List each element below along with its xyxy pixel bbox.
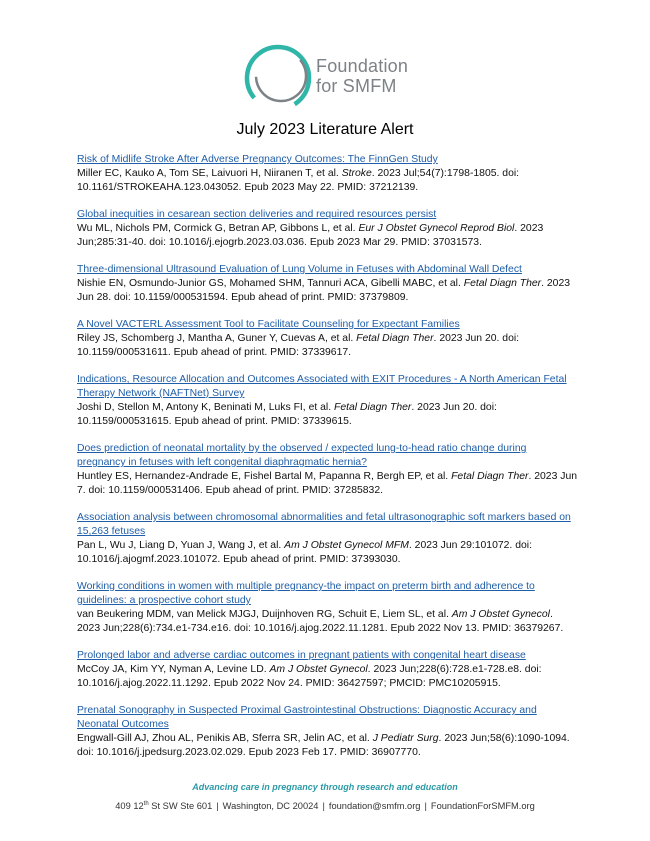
article-entry	[77, 704, 577, 760]
article-details: . 2023 Jun;285:31-40. doi: 10.1016/j.ejogrb.2023.03.036. Epub 2023 Mar 29. PMID: 37031573.	[77, 223, 544, 248]
article-details: . 2023 Jun 28. doi: 10.1159/000531594. Epub ahead of print. PMID: 37379809.	[77, 278, 570, 303]
logo-text	[316, 56, 408, 96]
article-entry	[77, 649, 577, 691]
logo-line-2: for SMFM	[316, 76, 397, 96]
article-entry	[77, 208, 577, 250]
article-journal: Fetal Diagn Ther	[334, 402, 412, 413]
article-authors: Joshi D, Stellon M, Antony K, Beninati M, Luks FI, et al.	[77, 402, 332, 413]
article-title-link[interactable]: Does prediction of neonatal mortality by the observed / expected lung-to-head ratio change during pregnancy in fetuses with left congenital diaphragmatic hernia?	[77, 443, 527, 468]
article-entry	[77, 580, 577, 636]
article-journal: Eur J Obstet Gynecol Reprod Biol	[358, 223, 515, 234]
logo-line-1: Foundation	[316, 56, 409, 76]
article-title-link[interactable]: Association analysis between chromosomal abnormalities and fetal ultrasonographic soft markers based on 15,263 fetuses	[77, 512, 571, 537]
article-citation	[77, 470, 577, 498]
article-title-link[interactable]: Global inequities in cesarean section deliveries and required resources persist	[77, 209, 437, 220]
footer-address	[0, 797, 650, 813]
article-authors: van Beukering MDM, van Melick MJGJ, Duijnhoven RG, Schuit E, Liem SL, et al.	[77, 609, 449, 620]
foundation-logo-icon	[243, 43, 313, 113]
article-authors: Miller EC, Kauko A, Tom SE, Laivuori H, Niiranen T, et al.	[77, 168, 339, 179]
article-authors: Nishie EN, Osmundo-Junior GS, Mohamed SHM, Tannuri ACA, Gibelli MABC, et al.	[77, 278, 461, 289]
street-suffix: th	[143, 801, 149, 807]
article-details: . 2023 Jun;228(6):734.e1-734.e16. doi: 10.1016/j.ajog.2022.11.1281. Epub 2022 Nov 13. PMID: 36379267.	[77, 609, 564, 634]
article-journal: Fetal Diagn Ther	[451, 471, 529, 482]
article-details: . 2023 Jul;54(7):1798-1805. doi: 10.1161/STROKEAHA.123.043052. Epub 2023 May 22. PMID: 37212139.	[77, 168, 520, 193]
article-authors: Huntley ES, Hernandez-Andrade E, Fishel Bartal M, Papanna R, Bergh EP, et al.	[77, 471, 449, 482]
article-journal: Am J Obstet Gynecol MFM	[284, 540, 409, 551]
article-citation	[77, 539, 577, 567]
article-citation	[77, 222, 577, 250]
separator: |	[424, 801, 427, 812]
article-title-link[interactable]: Indications, Resource Allocation and Outcomes Associated with EXIT Procedures - A North American Fetal Therapy Network (NAFTNet) Survey	[77, 374, 567, 399]
article-journal: Am J Obstet Gynecol	[451, 609, 550, 620]
article-entry	[77, 442, 577, 498]
article-title-link[interactable]: Risk of Midlife Stroke After Adverse Pregnancy Outcomes: The FinnGen Study	[77, 154, 438, 165]
page-title: July 2023 Literature Alert	[236, 121, 414, 138]
email-link[interactable]: foundation@smfm.org	[328, 801, 421, 812]
article-details: . 2023 Jun 20. doi: 10.1159/000531615. Epub ahead of print. PMID: 37339615.	[77, 402, 497, 427]
article-entry	[77, 373, 577, 429]
article-citation	[77, 732, 577, 760]
article-entry	[77, 153, 577, 195]
article-journal: Fetal Diagn Ther	[356, 333, 434, 344]
article-list	[77, 153, 577, 773]
article-title-link[interactable]: Prenatal Sonography in Suspected Proximal Gastrointestinal Obstructions: Diagnostic Accuracy and Neonatal Outcomes	[77, 705, 537, 730]
article-journal: Stroke	[341, 168, 372, 179]
footer-tagline: Advancing care in pregnancy through research and education	[192, 782, 458, 792]
article-authors: Engwall-Gill AJ, Zhou AL, Penikis AB, Sferra SR, Jelin AC, et al.	[77, 733, 370, 744]
article-title-link[interactable]: Working conditions in women with multiple pregnancy-the impact on preterm birth and adherence to guidelines: a prospective cohort study	[77, 581, 535, 606]
article-citation	[77, 332, 577, 360]
article-authors: Wu ML, Nichols PM, Cormick G, Betran AP, Gibbons L, et al.	[77, 223, 356, 234]
article-authors: McCoy JA, Kim YY, Nyman A, Levine LD.	[77, 664, 267, 675]
separator: |	[322, 801, 325, 812]
footer	[0, 781, 650, 813]
article-journal: Fetal Diagn Ther	[463, 278, 542, 289]
website-link[interactable]: FoundationForSMFM.org	[430, 801, 535, 812]
article-details: . 2023 Jun;58(6):1090-1094. doi: 10.1016/j.jpedsurg.2023.02.029. Epub 2023 Feb 17. PMID: 36907770.	[77, 733, 570, 758]
article-citation	[77, 277, 577, 305]
article-authors: Riley JS, Schomberg J, Mantha A, Guner Y, Cuevas A, et al.	[77, 333, 354, 344]
street-name: St SW Ste 601	[148, 801, 213, 812]
separator: |	[216, 801, 219, 812]
article-entry	[77, 263, 577, 305]
article-details: . 2023 Jun 7. doi: 10.1159/000531406. Epub ahead of print. PMID: 37285832.	[77, 471, 577, 496]
article-details: . 2023 Jun 29:101072. doi: 10.1016/j.ajogmf.2023.101072. Epub ahead of print. PMID: 37393030.	[77, 540, 532, 565]
article-title-link[interactable]: A Novel VACTERL Assessment Tool to Facilitate Counseling for Expectant Families	[77, 319, 460, 330]
article-entry	[77, 318, 577, 360]
article-journal: Am J Obstet Gynecol	[269, 664, 368, 675]
article-entry	[77, 511, 577, 567]
article-details: . 2023 Jun 20. doi: 10.1159/000531611. Epub ahead of print. PMID: 37339617.	[77, 333, 520, 358]
city: Washington, DC 20024	[222, 801, 319, 812]
article-citation	[77, 401, 577, 429]
article-journal: J Pediatr Surg	[372, 733, 439, 744]
article-citation	[77, 608, 577, 636]
street-number: 409 12	[115, 801, 144, 812]
article-citation	[77, 663, 577, 691]
article-title-link[interactable]: Three-dimensional Ultrasound Evaluation of Lung Volume in Fetuses with Abdominal Wall Defect	[77, 264, 522, 275]
article-authors: Pan L, Wu J, Liang D, Yuan J, Wang J, et al.	[77, 540, 282, 551]
article-citation	[77, 167, 577, 195]
header	[0, 40, 650, 120]
article-title-link[interactable]: Prolonged labor and adverse cardiac outcomes in pregnant patients with congenital heart disease	[77, 650, 526, 661]
article-details: . 2023 Jun;228(6):728.e1-728.e8. doi: 10.1016/j.ajog.2022.11.1292. Epub 2022 Nov 24. PMID: 36427597; PMCID: PMC10205915.	[77, 664, 542, 689]
